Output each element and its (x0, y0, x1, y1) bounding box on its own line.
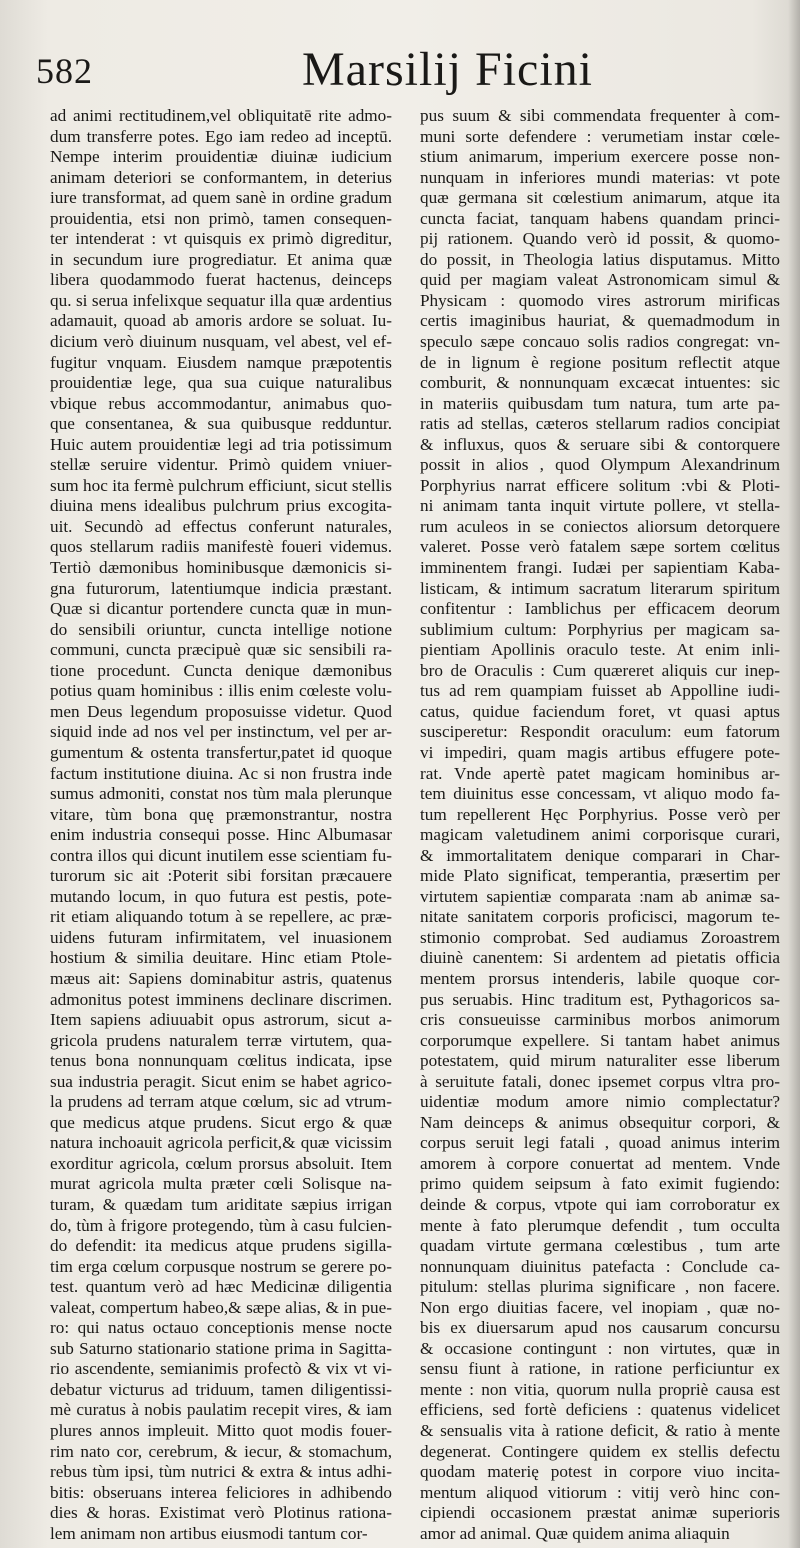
text-line: amorem à corpore conuertat ad mentem. Vnde (420, 1153, 780, 1173)
text-line: dies & horas. Existimat verò Plotinus rationa- (50, 1503, 392, 1523)
text-line: contra illos qui dicunt inutilem esse scientiam fu- (50, 845, 392, 865)
text-line: natura inchoauit agricola perficit,& quæ vicissim (50, 1133, 392, 1153)
text-line: Huic autem prouidentiæ legi ad tria potissimum (50, 434, 392, 454)
text-line: in secundum iure progrediatur. Et anima quæ (50, 249, 392, 269)
text-line: la prudens ad terram atque cœlum, sic ad vtrum- (50, 1092, 392, 1112)
text-line: prouidentia, etsi non primò, tamen consequen- (50, 208, 392, 228)
text-line: tione procedunt. Cuncta denique dæmonibus (50, 660, 392, 680)
text-line: pitulum: stellas plurima significare , non facere. (420, 1277, 780, 1297)
gutter-shadow (788, 0, 800, 1548)
text-line: degenerat. Contingere quidem ex stellis defectu (420, 1441, 780, 1461)
text-line: ro: qui natus octauo conceptionis mense nocte (50, 1318, 392, 1338)
text-line: stium animarum, imperium exercere posse non- (420, 147, 780, 167)
text-line: murat agricola multa præter cœli Solisque na- (50, 1174, 392, 1194)
text-line: Tertiò dæmonibus hominibusque dæmonicis si- (50, 558, 392, 578)
text-line: rio ascendente, semianimis profectò & vix vt vi- (50, 1359, 392, 1379)
text-line: Nam deinceps & animus obsequitur corpori, & (420, 1112, 780, 1132)
text-line: comburit, & nonnunquam excæcat intuentes: sic (420, 373, 780, 393)
text-line: nitate sanitatem corporis proficisci, magorum te- (420, 907, 780, 927)
text-line: rebus tùm ipsi, tùm nutrici & extra & intus adhi- (50, 1462, 392, 1482)
text-line: tem diuinitus esse concessam, vt aliquo modo fa- (420, 784, 780, 804)
text-line: Item sapiens adiuuabit opus astrorum, sicut a- (50, 1010, 392, 1030)
text-line: mutando locum, in quo futura est pestis, pote- (50, 886, 392, 906)
text-line: Physicam : quomodo vires astrorum mirificas (420, 290, 780, 310)
text-line: que medicus atque prudens. Sicut ergo & quæ (50, 1112, 392, 1132)
text-line: Nempe interim prouidentiæ diuinæ iudicium (50, 147, 392, 167)
text-line: certis imaginibus hauriat, & quemadmodum in (420, 311, 780, 331)
text-line: gricola prudens naturalem terræ virtutem, qua- (50, 1030, 392, 1050)
text-line: sumus admoniti, constat nos tùm mala plerunque (50, 784, 392, 804)
text-line: rat. Vnde apertè patet magicam hominibus ar- (420, 763, 780, 783)
text-line: magicam valetudinem animi corporisque curari, (420, 825, 780, 845)
page-number: 582 (36, 51, 93, 91)
text-line: susciperetur: Respondit oraculum: eum fatorum (420, 722, 780, 742)
text-line: gna futurorum, latentiumque indicia præstant. (50, 578, 392, 598)
text-line: fugitur vnquam. Eiusdem namque præpotentis (50, 352, 392, 372)
text-line: pus seruabis. Hinc traditum est, Pythagoricos sa- (420, 989, 780, 1009)
text-line: cris consueuisse carminibus morbos animorum (420, 1010, 780, 1030)
text-line: & occasione contingunt : non virtutes, quæ in (420, 1338, 780, 1358)
text-line: corporumque expellere. Si tantam habet animus (420, 1030, 780, 1050)
text-line: tus ad rem quampiam fuisset ab Appolline iudi- (420, 681, 780, 701)
text-line: do defendit: ita medicus atque prudens sigilla- (50, 1236, 392, 1256)
text-line: hostium & similia deuitare. Hinc etiam Ptole- (50, 948, 392, 968)
text-line: valeat, compertum habeo,& sæpe alias, & in pue- (50, 1297, 392, 1317)
text-line: virtutem sapientiæ comparata :nam ab animæ sa- (420, 886, 780, 906)
text-line: mentum aliquod vitiorum : vitij verò hinc con- (420, 1482, 780, 1502)
text-line: lem animam non artibus eiusmodi tantum cor- (50, 1523, 368, 1543)
text-line: Non ergo diuitias facere, vel inopiam , quæ no- (420, 1297, 780, 1317)
text-line: mente à fato plerumque defendit , tum occulta (420, 1215, 780, 1235)
text-line: que consentanea, & sua quibusque redduntur. (50, 414, 392, 434)
text-line: uidens futuram infirmitatem, vel inuasionem (50, 927, 392, 947)
text-line: cuncta faciat, tanquam habens quandam princi- (420, 208, 780, 228)
text-line: sum hoc ita fermè pulchrum efficiunt, sicut stellis (50, 475, 392, 495)
text-line: vbique rebus accommodantur, animabus quo- (50, 393, 392, 413)
text-line: vi impediri, quam magis artibus effugere pote- (420, 742, 780, 762)
text-line: stellæ seruire videntur. Primò quidem vniuer- (50, 455, 392, 475)
text-line: sub Saturno stationario statione prima in Sagitta- (50, 1338, 392, 1358)
text-line: mæus ait: Sapiens dominabitur astris, quatenus (50, 968, 392, 988)
text-line: corpus seruit legi fatali , quoad animus interim (420, 1133, 780, 1153)
text-line: efficiens, sed fortè deficiens : quatenus videlicet (420, 1400, 780, 1420)
text-line: Porphyrius narrat efficere solitum :vbi & Ploti- (420, 475, 780, 495)
text-line: turorum sic ait :Poterit sibi forsitan præcauere (50, 866, 392, 886)
text-line: diuina mens idealibus pulchrum prius excogita- (50, 496, 392, 516)
text-line: quadam virtute germana cœlestibus , tum arte (420, 1236, 780, 1256)
text-line: listicam, & intimum sacratum literarum spiritum (420, 578, 780, 598)
text-line: dicium verò diuinum nusquam, vel abest, vel ef- (50, 332, 392, 352)
text-line: qu. si serua infelixque sequatur illa quæ ardentius (50, 290, 392, 310)
text-line: deinde & corpus, vtpote qui iam corroboratur ex (420, 1194, 780, 1214)
text-line: potius quam hominibus : illis enim cœleste volu- (50, 681, 392, 701)
text-line: cipiendi occasionem præstat animæ superioris (420, 1503, 780, 1523)
text-line: tenus bona nonnunquam cœlitus indicata, ipse (50, 1051, 392, 1071)
text-line: mè curatus à nobis paulatim recepit vires, & iam (50, 1400, 392, 1420)
text-line: adamauit, quoad ab amoris ardore se soluat. Iu- (50, 311, 392, 331)
text-line: possit in alios , quod Olympum Alexandrinum (420, 455, 780, 475)
running-title: Marsilij Ficini (302, 43, 593, 96)
text-line: enim industria consequi posse. Hinc Albumasar (50, 825, 392, 845)
text-line: prouidentiæ lege, qua sua cuique naturalibus (50, 373, 392, 393)
text-line: uit. Secundò ad effectus conferunt naturales, (50, 516, 392, 536)
text-line: rim nato cor, cerebrum, & iecur, & stomachum, (50, 1441, 392, 1461)
text-line: siquid inde ad nos vel per instinctum, vel per ar- (50, 722, 392, 742)
text-line: sublimium cultum: Porphyrius per magicam sa- (420, 619, 780, 639)
text-line: valeret. Posse verò fatalem sæpe sortem cœlitus (420, 537, 780, 557)
text-line: à seruitute fatali, donec ipsemet corpus vltra pro- (420, 1071, 780, 1091)
text-line: quos stellarum radiis manifestè foueri videmus. (50, 537, 392, 557)
text-line: catus, quidue faciendum foret, vt quasi aptus (420, 701, 780, 721)
page-header (36, 42, 780, 98)
text-line: mente : non vitia, quorum nulla propriè causa est (420, 1379, 780, 1399)
text-line: debatur victurus ad triduum, tamen diligentissi- (50, 1379, 392, 1399)
text-line: de in lignum è regione positum reflectit atque (420, 352, 780, 372)
text-line: amor ad animal. Quæ quidem anima aliaquin (420, 1523, 730, 1543)
text-line: bro de Oraculis : Cum quæreret aliquis cur inep- (420, 660, 780, 680)
text-line: tum repellerent Hęc Porphyrius. Posse verò per (420, 804, 780, 824)
text-line: imminentem frangi. Iudæi per sapientiam Kaba- (420, 558, 780, 578)
text-line: ni animam tanta inquit virtute pollere, vt stella- (420, 496, 780, 516)
text-line: diuinè canentem: Si ardentem ad pietatis officia (420, 948, 780, 968)
text-line: iure transformat, ad quem sanè in ordine gradum (50, 188, 392, 208)
text-line: mide Plato significat, temperantia, præsertim per (420, 866, 780, 886)
text-line: & sensualis vita à ratione deficit, & ratio à mente (420, 1421, 780, 1440)
text-line: speculo sæpe concauo solis radios congregat: vn- (420, 332, 780, 352)
right-column (420, 106, 780, 1543)
text-line: admonitus potest imminens declinare discrimen. (50, 989, 392, 1009)
text-line: in materiis quibusdam tum natura, tum arte pa- (420, 393, 780, 413)
text-line: libera quodammodo fuerat hactenus, deinceps (50, 270, 392, 290)
text-line: nonnunquam diuinitus patefacta : Conclude ca- (420, 1256, 780, 1276)
text-line: tim erga cœlum corpusque nostrum se gerere po- (50, 1256, 392, 1276)
text-line: exorditur agricola, cœlum prorsus absoluit. Item (50, 1153, 392, 1173)
text-line: turam, & quædam tum ariditate sæpius irrigan (50, 1194, 392, 1214)
text-line: confitentur : Iamblichus per efficacem deorum (420, 599, 780, 619)
text-line: bitis: obseruans interea feliciores in adhibendo (50, 1482, 392, 1502)
text-line: men Deus legendum proposuisse videtur. Quod (50, 701, 392, 721)
text-line: animam deteriori se conformantem, in deterius (50, 167, 392, 187)
text-line: sua industria peragit. Sicut enim se habet agrico- (50, 1071, 392, 1091)
text-line: & immortalitatem denique comparari in Char- (420, 845, 780, 865)
text-line: nunquam in inferiores mundi materias: vt pote (420, 167, 780, 187)
text-line: ter intenderat : vt quisquis ex primò digreditur, (50, 229, 392, 249)
text-line: Quæ si dicantur portendere cuncta quæ in mun- (50, 599, 392, 619)
text-line: vitare, tùm bona quę præmonstrantur, nostra (50, 804, 392, 824)
text-line: primo quidem seipsum à fato eximit fugiendo: (420, 1174, 780, 1194)
text-line: mentem prorsus intenderis, labile quoque cor- (420, 968, 780, 988)
text-line: muni sorte defendere : verumetiam instar cœle- (420, 126, 780, 146)
text-line: bis ex diuersarum apud nos causarum concursu (420, 1318, 780, 1338)
text-line: do sensibili oriuntur, cuncta intellige notione (50, 619, 392, 639)
text-line: ratis ad stellas, cæteros stellarum radios concipiat (420, 414, 780, 434)
text-line: pus suum & sibi commendata frequenter à com- (420, 106, 780, 125)
text-line: quæ germana sit cœlestium animarum, atque ita (420, 188, 780, 208)
text-line: dum transferre potes. Ego iam redeo ad inceptū. (50, 126, 392, 146)
left-column (50, 106, 392, 1543)
text-line: do, tùm à frigore protegendo, tùm à casu fulcien- (50, 1215, 392, 1235)
text-line: test. quantum verò ad hæc Medicinæ diligentia (50, 1277, 392, 1297)
text-line: communi, cuncta præcipuè quæ sic sensibili ra- (50, 640, 392, 660)
text-line: ad animi rectitudinem,vel obliquitatē rite admo- (50, 106, 392, 125)
text-line: rum aculeos in se coniectos aliorsum detorquere (420, 516, 780, 536)
text-line: & influxus, quos & seruare sibi & contorquere (420, 434, 780, 454)
text-line: do possit, in Theologia latius disputamus. Mitto (420, 249, 780, 269)
text-line: quodam materię potest in corpore viuo incita- (420, 1462, 780, 1482)
text-line: pij rationem. Quando verò id possit, & quomo- (420, 229, 780, 249)
text-line: plures annos impleuit. Mitto quot modis fouer- (50, 1421, 392, 1440)
text-line: gumentum & ostenta transfertur,patet id quoque (50, 742, 392, 762)
text-line: pientiam Apollinis oraculo teste. At enim inli- (420, 640, 780, 660)
text-line: factum institutione diuina. Ac si non frustra inde (50, 763, 392, 783)
text-line: quid per magiam valeat Astronomicam simul & (420, 270, 780, 290)
text-line: uidentiæ modum amore nimio complectatur? (420, 1092, 780, 1112)
text-line: stimonio comprobat. Sed audiamus Zoroastrem (420, 927, 780, 947)
text-line: potestatem, quid mirum naturaliter esse liberum (420, 1051, 780, 1071)
text-line: sensu fiunt à ratione, in ratione perficiuntur ex (420, 1359, 780, 1379)
text-line: rit etiam aliquando totum à se repellere, ac præ- (50, 907, 392, 927)
